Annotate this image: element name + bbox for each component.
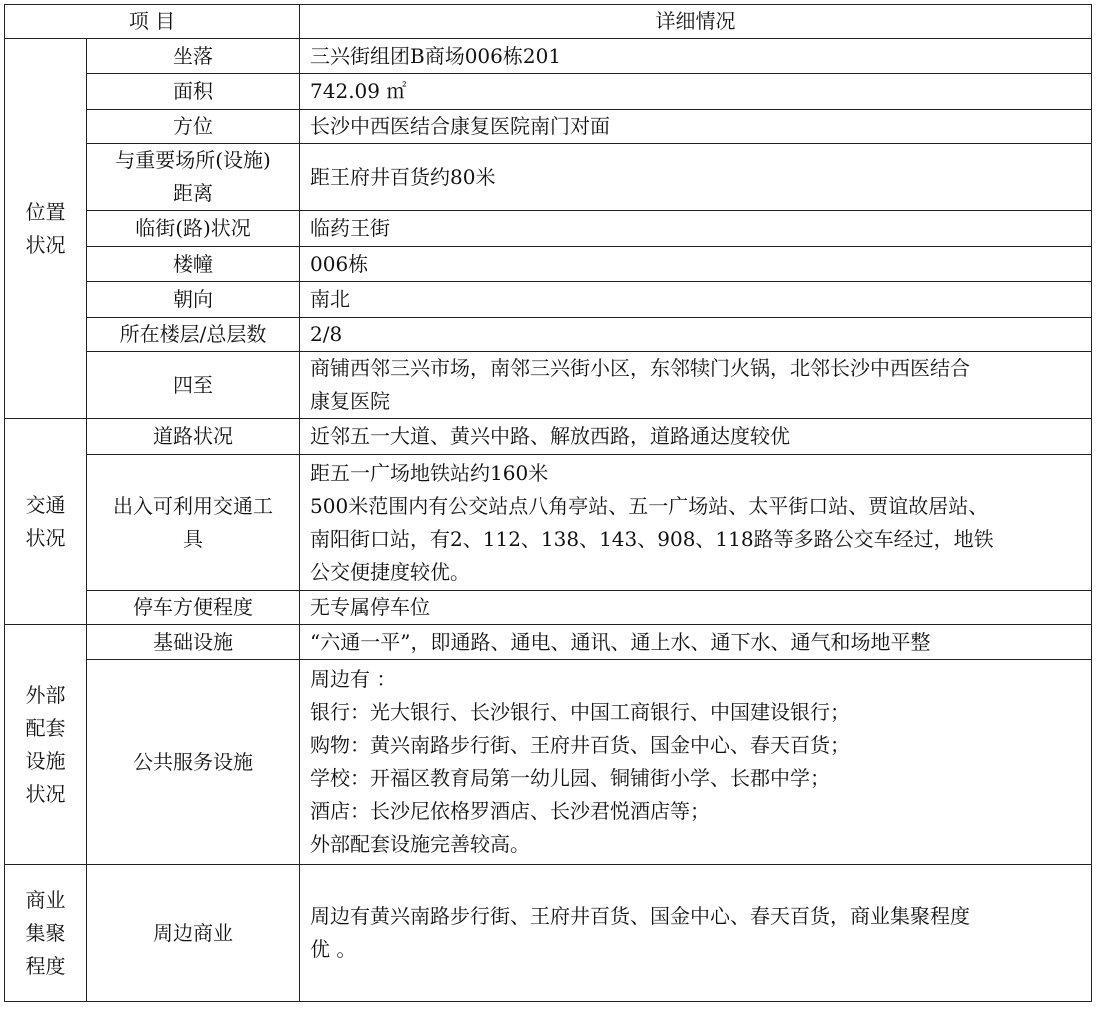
text-line: 楼幢 [173,251,213,276]
table-row [5,110,1092,144]
item-cell [87,660,300,865]
header-row [5,5,1092,39]
text-line: 程度 [25,953,66,978]
text-line: 与重要场所(设施) [115,148,271,172]
header-item: 项 目 [5,5,300,39]
table-row [5,865,1092,1002]
item-cell [87,318,300,352]
text-line: 方位 [173,114,213,138]
item-cell [87,144,300,211]
text-line: 近邻五一大道、黄兴中路、解放西路，道路通达度较优 [310,424,791,448]
text-line: 公共服务设施 [133,749,253,774]
text-line: 康复医院 [310,389,391,413]
table-row [5,455,1092,591]
item-cell [87,625,300,660]
text-line: 临药王街 [310,216,391,240]
text-line: 长沙中西医结合康复医院南门对面 [310,114,611,138]
category-cell [5,419,87,625]
detail-cell [300,419,1092,455]
table-row [5,660,1092,865]
text-line: 742.09 ㎡ [310,79,407,103]
item-cell [87,39,300,74]
table-row [5,419,1092,455]
detail-cell [300,318,1092,352]
category-cell [5,625,87,865]
text-line: 设施 [25,748,66,773]
detail-cell [300,455,1092,591]
category-cell [5,39,87,419]
text-line: 500米范围内有公交站点八角亭站、五一广场站、太平街口站、贾谊故居站、 [310,493,989,518]
text-line: 具 [183,526,203,551]
text-line: 南北 [310,287,351,311]
detail-cell [300,74,1092,110]
item-cell [87,591,300,625]
table-row [5,625,1092,660]
item-cell [87,282,300,318]
table-row [5,352,1092,419]
text-line: 三兴街组团B商场006栋201 [310,43,562,68]
text-line: 距五一广场地铁站约160米 [310,460,549,485]
table-row [5,144,1092,211]
item-cell [87,211,300,247]
text-line: 006栋 [310,251,369,276]
table-row [5,211,1092,247]
detail-cell [300,144,1092,211]
text-line: 外部配套设施完善较高。 [310,832,531,856]
text-line: 面积 [173,79,213,103]
text-line: 银行：光大银行、长沙银行、中国工商银行、中国建设银行； [310,700,851,724]
text-line: 所在楼层/总层数 [119,322,267,346]
table-row [5,247,1092,282]
text-line: 集聚 [25,920,66,945]
text-line: 学校：开福区教育局第一幼儿园、铜铺街小学、长郡中学； [310,766,831,790]
header-detail: 详细情况 [300,5,1092,39]
text-line: “六通一平”，即通路、通电、通讯、通上水、通下水、通气和场地平整 [310,629,931,654]
detail-cell [300,247,1092,282]
detail-cell [300,282,1092,318]
text-line: 道路状况 [153,424,233,448]
detail-cell [300,591,1092,625]
text-line: 商铺西邻三兴市场，南邻三兴街小区，东邻犊门火锅，北邻长沙中西医结合 [310,356,971,380]
table-body [5,5,1092,1002]
item-cell [87,247,300,282]
item-cell [87,865,300,1002]
text-line: 南阳街口站，有2、112、138、143、908、118路等多路公交车经过，地铁 [310,526,994,551]
text-line: 出入可利用交通工 [113,493,273,518]
text-line: 酒店：长沙尼依格罗酒店、长沙君悦酒店等； [310,799,711,823]
text-line: 状况 [25,525,66,550]
text-line: 基础设施 [153,629,233,654]
text-line: 四至 [173,372,213,397]
text-line: 交通 [25,492,66,517]
text-line: 无专属停车位 [310,595,431,619]
detail-cell [300,660,1092,865]
item-cell [87,455,300,591]
text-line: 朝向 [173,287,213,311]
table-row [5,282,1092,318]
text-line: 周边商业 [153,920,233,945]
text-line: 坐落 [173,43,213,68]
property-detail-table [4,4,1092,1002]
item-cell [87,419,300,455]
text-line: 周边有黄兴南路步行街、王府井百货、国金中心、春天百货，商业集聚程度 [310,904,971,928]
table-row [5,318,1092,352]
table-row [5,591,1092,625]
text-line: 位置 [25,199,66,224]
detail-cell [300,352,1092,419]
text-line: 2/8 [310,322,343,346]
text-line: 距王府井百货约80米 [310,164,496,189]
category-cell [5,865,87,1002]
item-cell [87,74,300,110]
text-line: 公交便捷度较优。 [310,559,471,584]
detail-cell [300,110,1092,144]
item-cell [87,110,300,144]
table-row [5,39,1092,74]
text-line: 优 。 [310,937,357,961]
item-cell [87,352,300,419]
text-line: 商业 [25,887,66,912]
text-line: 临街(路)状况 [135,216,251,240]
detail-cell [300,211,1092,247]
detail-cell [300,625,1092,660]
text-line: 购物：黄兴南路步行街、王府井百货、国金中心、春天百货； [310,733,851,757]
text-line: 外部 [25,682,66,707]
text-line: 配套 [25,715,66,740]
detail-cell [300,39,1092,74]
text-line: 停车方便程度 [133,595,253,619]
table-row [5,74,1092,110]
text-line: 距离 [173,181,213,205]
text-line: 状况 [25,232,66,257]
text-line: 周边有 ： [310,667,397,691]
text-line: 状况 [25,781,66,806]
detail-cell [300,865,1092,1002]
